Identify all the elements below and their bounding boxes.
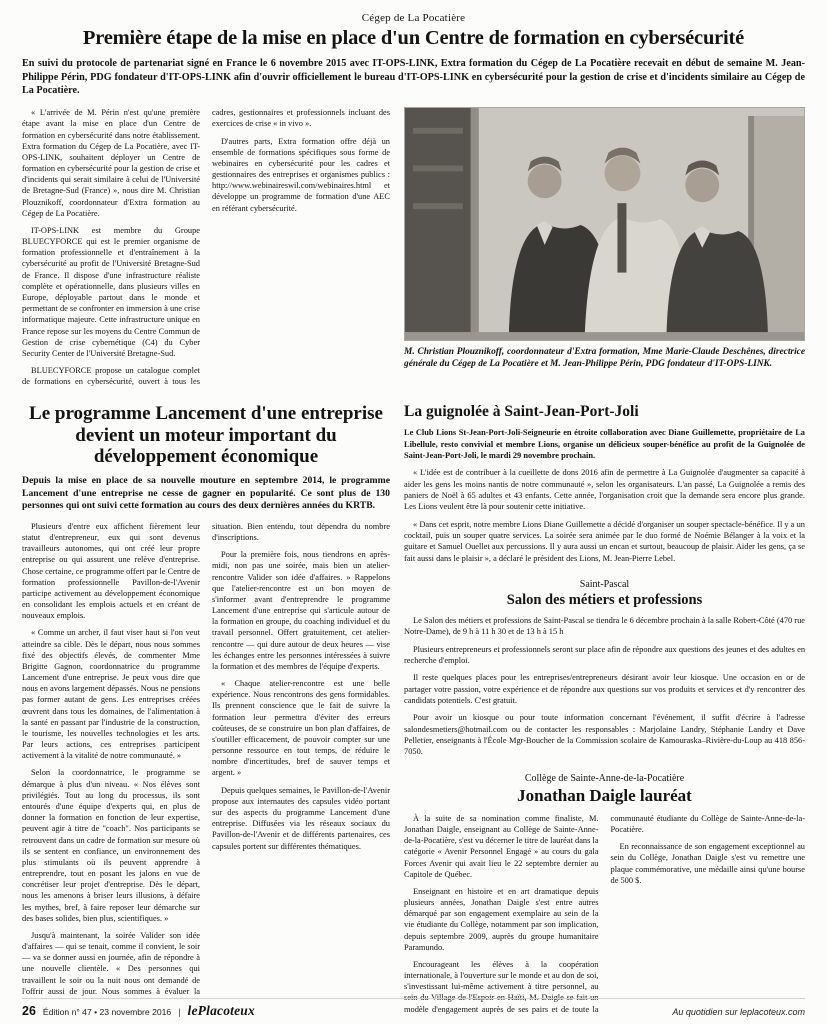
right-column xyxy=(404,403,805,1015)
article5-headline: Jonathan Daigle lauréat xyxy=(517,785,692,805)
paragraph: IT-OPS-LINK est membre du Groupe BLUECYFORCE qui est le premier organisme de formation professionnelle et d'entraînement à la cybersécurité au profit de l'Université Bretagne-Sud de France. Il dispose d'une infrastructure réaliste complète et opérationnelle, dans plusieurs villes en Europe, déployable partout dans le monde et permettant de se confronter en immersion à une crise informatique majeure. Cette infrastructure unique en France repose sur les moyens du Centre Commun de Gestion de crise cybernétique (C4) du Cyber Security Center de l'Université Bretagne-Sud. xyxy=(22,225,200,358)
lead-article-body-column xyxy=(22,107,390,395)
paragraph: Il reste quelques places pour les entreprises/entrepreneurs désirant avoir leur kiosque. Une occasion en or de partager votre passion, votre expérience et de répondre aux questions sur vos produits et services et d'y rencontrer des candidats potentiels. C'est gratuit. xyxy=(404,673,805,706)
newspaper-logo: lePlacoteux xyxy=(187,1003,255,1018)
paragraph: Le Club Lions St-Jean-Port-Joli-Seigneurie en étroite collaboration avec Diane Guillemette, propriétaire de La Libellule, resto convivial et membre Lions, organise un délicieux souper-bénéfice au profit de la Guignolée de Saint-Jean-Port-Joli, le mardi 29 novembre prochain. xyxy=(404,428,805,460)
lead-article-figure xyxy=(404,107,805,395)
top-section xyxy=(22,107,805,395)
article-lancement-entreprise xyxy=(22,403,390,1015)
article-jonathan-daigle xyxy=(404,773,805,1015)
paragraph: Pour avoir un kiosque ou pour toute information concernant l'événement, il suffit d'écrire à l'adresse salondesmetiers@hotmail.com ou de contacter les responsables : Marjolaine Landry, Stéphanie Landry et Dave Pelletier, enseignants à l'École Mgr-Boucher de la Commission scolaire de Kamouraska–Rivière-du-Loup au 418 856-7050. xyxy=(404,713,805,757)
paragraph: Enseignant en histoire et en art dramatique depuis plusieurs années, Jonathan Daigle s'est entre autres démarqué par son engagement exemplaire au sein de la vie étudiante du Collège, notamment par son implication, depuis septembre 2009, auprès du groupe humanitaire Paramundo. xyxy=(404,886,599,952)
article2-lede: Depuis la mise en place de sa nouvelle mouture en septembre 2014, le programme Lancement d'une entreprise ne cesse de gagner en popularité. Ce sont plus de 130 personnes qui ont suivi cette formation au cours des deux dernières années du KRTB. xyxy=(22,475,390,512)
footer-left xyxy=(22,1003,255,1019)
article3-body xyxy=(404,427,805,564)
news-photo xyxy=(404,107,805,341)
page-footer xyxy=(22,998,805,1019)
paragraph: « Chaque atelier-rencontre est une belle expérience. Nous rencontrons des gens formidables. Ils prennent conscience que le fait de suivre la formation leur permettra d'éviter des erreurs coûteuses, de se construire un bon plan d'affaires, de s'outiller efficacement, de pouvoir compter sur une personne ressource en tout temps, de réduire le nombre d'incertitudes, bref de sauver temps et argent. » xyxy=(212,679,390,778)
lead-article-header xyxy=(22,12,805,98)
paragraph: « Dans cet esprit, notre membre Lions Diane Guillemette a décidé d'organiser un souper spectacle-bénéfice. Il y a un cocktail, puis un souper quatre services. La soirée sera animée par le duo formé de Noémie Bélanger à la voix et la guitare et Samuel Ouellet aux percussions. Il y aura aussi un encan et surtout, beaucoup de plaisir. Aider les gens, ça se fait aussi dans le plaisir », a déclaré le président des Lions, M. Jean-Pierre Lebel. xyxy=(404,519,805,563)
paragraph: « Comme un archer, il faut viser haut si l'on veut atteindre sa cible. Dès le départ, nous nous sommes fixé des objectifs élevés, de commenter Mme Brigitte Gagnon, coordonnatrice du programme Lancement d'une entreprise. Je peux vous dire que nous en avons largement dépassés. Nous ne pensions pas former autant de gens. Les entreprises créées œuvrent dans tous les domaines, de l'alimentation à la santé en passant par l'industrie de la construction, le tourisme, les nouvelles technologies et les arts. Par leurs actions, ces entreprises participent activement à la vitalité de notre communauté. » xyxy=(22,628,200,761)
bottom-section xyxy=(22,403,805,1015)
edition-info: Édition n° 47 • 23 novembre 2016 xyxy=(42,1007,172,1017)
paragraph: Depuis quelques semaines, le Pavillon-de-l'Avenir propose aux internautes des capsules vidéo portant sur des aspects du programme Lancement d'une entreprise. Diffusées via les réseaux sociaux du Pavillon-de-l'Avenir et de différents partenaires, ces capsules portent sur différentes thématiques. xyxy=(212,785,390,851)
paragraph: À la suite de sa nomination comme finaliste, M. Jonathan Daigle, enseignant au Collège de Sainte-Anne-de-la-Pocatière, s'est vu décerner le titre de lauréat dans la catégorie « Avenir Personnel Engagé » au cours du gala Forces Avenir qui avait lieu le 22 septembre dernier au Capitole de Québec. xyxy=(404,813,599,879)
article2-body xyxy=(22,521,390,1015)
article5-kicker: Collège de Sainte-Anne-de-la-Pocatière xyxy=(524,772,685,784)
paragraph: Plusieurs entrepreneurs et professionnels seront sur place afin de répondre aux questions des jeunes et des adultes en recherche d'emploi. xyxy=(404,644,805,666)
paragraph: Le Salon des métiers et professions de Saint-Pascal se tiendra le 6 décembre prochain à la salle Robert-Côté (470 rue Notre-Dame), de 9 h à 11 h 30 et de 13 h à 15 h xyxy=(404,616,805,637)
photo-illustration xyxy=(405,108,804,340)
paragraph: « L'idée est de contribuer à la cueillette de dons 2016 afin de permettre à La Guignolée d'augmenter sa capacité à aider les gens les moins nantis de notre communauté », selon les organisateurs. L'an passé, La Guignolée a remis des paniers de Noël à 65 adultes et 43 enfants. Cette année, l'organisation croit que la demande sera encore plus grande. Les Lions veulent être là pour soutenir cette initiative. xyxy=(404,468,805,512)
paragraph: BLUECYFORCE propose un catalogue complet de formations en cybersécurité, ouvert à tous les cadres, gestionnaires et professionnels incluant des exercices de crise « in vivo ». xyxy=(22,108,390,387)
article5-body xyxy=(404,813,805,1015)
paragraph: Jusqu'à maintenant, la soirée Valider son idée d'affaires — qui se tenait, comme il convient, le soir — va se donner aussi en journée, afin de répondre à une nouvelle clientèle. « Des personnes qui travaillent le soir ou la nuit nous ont demandé de l'offrir aussi de jour. Nous sommes à évaluer la situation. Bien entendu, tout dépendra du nombre d'inscriptions. xyxy=(22,521,390,996)
article4-body xyxy=(404,615,805,758)
article-salon-metiers xyxy=(404,579,805,764)
paragraph: En reconnaissance de son engagement exceptionnel au sein du Collège, Jonathan Daigle s'est vu remettre une plaque commémorative, une médaille ainsi qu'une bourse de 500 $. xyxy=(610,842,805,885)
lead-article-body xyxy=(22,107,390,395)
article2-headline: Le programme Lancement d'une entreprise devient un moteur important du développement économique xyxy=(29,403,383,467)
article-guignolee xyxy=(404,403,805,570)
photo-caption: M. Christian Plouznikoff, coordonnateur d'Extra formation, Mme Marie-Claude Deschênes, directrice générale du Cégep de La Pocatière et M. Jean-Philippe Périn, PDG fondateur d'IT-OPS-LINK. xyxy=(404,347,805,370)
lead-article-kicker: Cégep de La Pocatière xyxy=(361,12,466,24)
article3-headline: La guignolée à Saint-Jean-Port-Joli xyxy=(404,403,639,421)
article4-headline: Salon des métiers et professions xyxy=(506,592,703,609)
lead-article-headline: Première étape de la mise en place d'un Centre de formation en cybersécurité xyxy=(82,27,745,49)
paragraph: D'autres parts, Extra formation offre déjà un ensemble de formations spécifiques sous forme de webinaires en cybersécurité pour les cadres et gestionnaires des entreprises et organismes publics : http://www.webinaireswil.com/webinaires.html et développe un programme de formation d'une AEC en référant cybersécurité. xyxy=(212,136,390,213)
paragraph: « L'arrivée de M. Périn n'est qu'une première étape avant la mise en place d'un Centre de formation en cybersécurité dans notre établissement. Extra formation du Cégep de La Pocatière, avec IT-OPS-LINK, souhaitent déployer un Centre de formation en cybersécurité pour la gestion de crise et d'incidents qui serait similaire à celui de l'Université de Bretagne-Sud (France) », nous dire M. Christian Plouznikoff, coordonnateur d'Extra formation au Cégep de La Pocatière. xyxy=(22,108,200,218)
paragraph: Encourageant les élèves à la coopération internationale, à l'ouverture sur le monde et au don de soi, s'investissant lui-même activement à titre personnel, au sein du Village de l'Espoir en Haïti, M. Daigle se fait un modèle d'engagement auprès de ses pairs et de toute la communauté étudiante du Collège de Sainte-Anne-de-la-Pocatière. xyxy=(404,813,805,1014)
page-number: 26 xyxy=(22,1004,36,1018)
paragraph: Selon la coordonnatrice, le programme se démarque à plus d'un niveau. « Nos élèves sont privilégiés. Tout au long du processus, ils sont entourés d'une équipe d'experts qui, en plus de donner la formation en fonction de leur expertise, peuvent agir à titre de "coach". Nos participants se retrouvent dans un cadre de formation sur mesure où ils se sentent en confiance, un environnement des plus stimulants où ils peuvent apprendre à entreprendre, tout en posant les jalons en vue de concrétiser leur projet d'entreprise. Dès le départ, nous les amenons à briser leurs illusions, à défaire les mythes, bref, à faire reposer leur démarche sur des bases solides, bien plus, scientifiques. » xyxy=(22,768,200,923)
lead-article-lede: En suivi du protocole de partenariat signé en France le 6 novembre 2015 avec IT-OPS-LINK, Extra formation du Cégep de La Pocatière recevait en début de semaine M. Jean-Philippe Périn, PDG fondateur d'IT-OPS-LINK afin d'ouvrir officiellement le bureau d'IT-OPS-LINK en cybersécurité pour la gestion de crise et d'incidents similaire au Cégep de La Pocatière. xyxy=(22,57,805,97)
paragraph: Plusieurs d'entre eux affichent fièrement leur statut d'entrepreneur, eux qui sont devenus travailleurs autonomes, qui ont créé leur propre entreprise ou qui assurent une relève d'entreprise. Chose certaine, ce programme offert par le Centre de formation professionnelle Pavillon-de-l'Avenir participe activement au développement économique en consolidant les emplois actuels et en créant de nouveaux emplois. xyxy=(22,521,200,621)
article4-kicker: Saint-Pascal xyxy=(579,579,630,591)
footer-separator: | xyxy=(178,1007,181,1017)
paragraph: Pour la première fois, nous tiendrons en après-midi, non pas une soirée, mais bien un atelier-rencontre Valider son idée d'affaires. » Rappelons que l'atelier-rencontre est un bon moyen de s'informer avant d'entreprendre le programme Lancement d'une entreprise qui s'articule autour de la formation en groupe, du coaching individuel et du travail personnel. Offert gratuitement, cet atelier-rencontre — qui dure autour de deux heures — vise les échanges entre les personnes intéressées à suivre la formation et des membres de l'équipe d'experts. xyxy=(212,550,390,671)
footer-tagline: Au quotidien sur leplacoteux.com xyxy=(672,1007,805,1017)
